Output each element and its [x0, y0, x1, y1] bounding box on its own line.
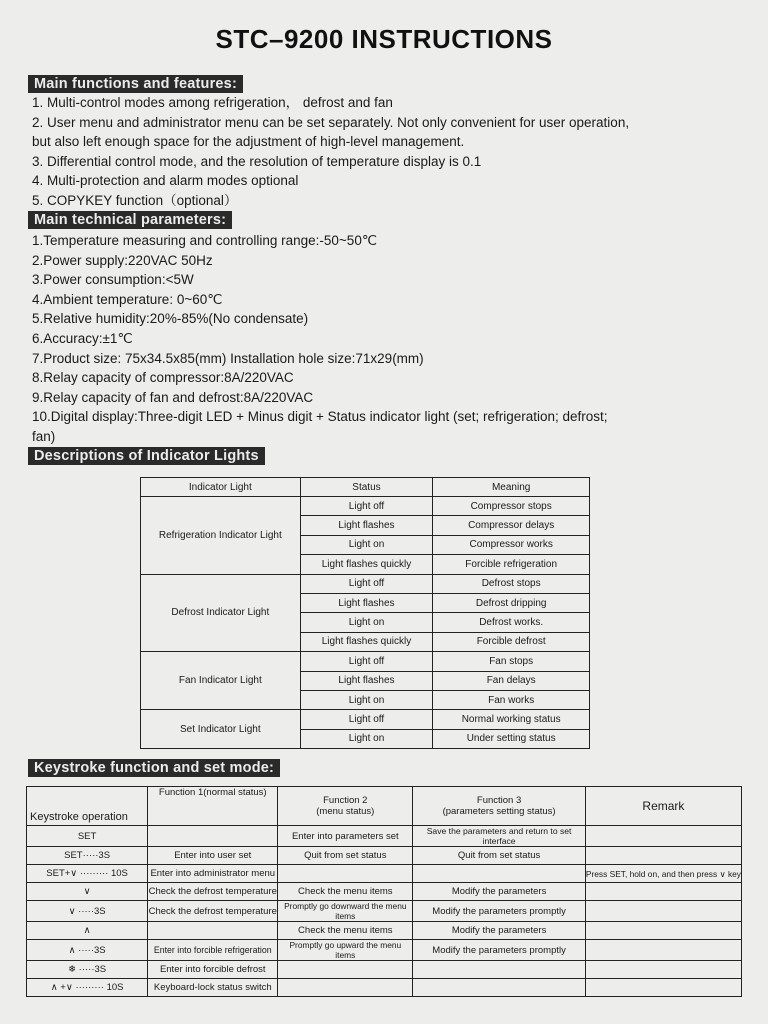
- remark-cell: [585, 961, 741, 979]
- function1-cell: [148, 826, 278, 847]
- list-item: 5.Relative humidity:20%-85%(No condensate): [32, 311, 309, 327]
- list-item: 2. User menu and administrator menu can be set separately. Not only convenient for user operation,: [32, 114, 630, 130]
- document-title: STC–9200 INSTRUCTIONS: [215, 24, 553, 54]
- list-item: but also left enough space for the adjustment of high-level management.: [32, 134, 465, 150]
- main-functions-list: [32, 93, 629, 211]
- function3-cell: Modify the parameters: [413, 883, 586, 901]
- status-cell: Light flashes quickly: [300, 555, 433, 574]
- meaning-cell: Defrost stops: [433, 574, 590, 593]
- function2-cell: Promptly go downward the menu items: [278, 901, 413, 922]
- keystroke-op-cell: ❄ ·····3S: [27, 961, 148, 979]
- table-row: [141, 710, 590, 729]
- indicator-name-cell: Refrigeration Indicator Light: [141, 497, 301, 575]
- remark-cell: [585, 883, 741, 901]
- list-item: 3.Power consumption:<5W: [32, 272, 194, 288]
- column-header-function2: [278, 787, 413, 826]
- remark-cell: Press SET, hold on, and then press ∨ key: [585, 865, 741, 883]
- meaning-cell: Fan works: [433, 690, 590, 709]
- list-item: 6.Accuracy:±1℃: [32, 330, 133, 346]
- function3-cell: [413, 865, 586, 883]
- function1-cell: Enter into forcible defrost: [148, 961, 278, 979]
- meaning-cell: Compressor delays: [433, 516, 590, 535]
- function3-cell: Modify the parameters promptly: [413, 940, 586, 961]
- header-line: (parameters setting status): [442, 806, 556, 817]
- header-line: Function 2: [323, 795, 368, 806]
- meaning-cell: Defrost dripping: [433, 593, 590, 612]
- remark-cell: [585, 847, 741, 865]
- meaning-cell: Normal working status: [433, 710, 590, 729]
- column-header-function3: [413, 787, 586, 826]
- table-row: [27, 901, 742, 922]
- function2-cell: Quit from set status: [278, 847, 413, 865]
- function1-cell: Enter into user set: [148, 847, 278, 865]
- technical-parameters-list: [32, 231, 608, 447]
- section-heading-main-functions: Main functions and features:: [28, 75, 243, 93]
- status-cell: Light off: [300, 652, 433, 671]
- function2-cell: [278, 979, 413, 997]
- remark-cell: [585, 922, 741, 940]
- keystroke-op-cell: SET+∨ ········· 10S: [27, 865, 148, 883]
- indicator-name-cell: Set Indicator Light: [141, 710, 301, 749]
- status-cell: Light on: [300, 690, 433, 709]
- meaning-cell: Forcible refrigeration: [433, 555, 590, 574]
- list-item: fan): [32, 428, 56, 444]
- meaning-cell: Compressor stops: [433, 497, 590, 516]
- keystroke-op-cell: ∨ ·····3S: [27, 901, 148, 922]
- function2-cell: Check the menu items: [278, 922, 413, 940]
- list-item: 4. Multi-protection and alarm modes optional: [32, 173, 299, 189]
- function1-cell: Check the defrost temperature: [148, 883, 278, 901]
- function1-cell: Enter into forcible refrigeration: [148, 940, 278, 961]
- remark-cell: [585, 901, 741, 922]
- table-row: [27, 979, 742, 997]
- table-header-row: [141, 478, 590, 497]
- remark-cell: [585, 826, 741, 847]
- function3-cell: [413, 961, 586, 979]
- table-row: [27, 865, 742, 883]
- keystroke-op-cell: SET: [27, 826, 148, 847]
- function1-cell: Check the defrost temperature: [148, 901, 278, 922]
- status-cell: Light off: [300, 710, 433, 729]
- column-header: Indicator Light: [141, 478, 301, 497]
- function1-cell: Keyboard-lock status switch: [148, 979, 278, 997]
- status-cell: Light on: [300, 613, 433, 632]
- table-row: [141, 497, 590, 516]
- table-header-row: [27, 787, 742, 826]
- function2-cell: Promptly go upward the menu items: [278, 940, 413, 961]
- list-item: 3. Differential control mode, and the resolution of temperature display is 0.1: [32, 153, 482, 169]
- function2-cell: [278, 961, 413, 979]
- status-cell: Light flashes: [300, 671, 433, 690]
- meaning-cell: Fan delays: [433, 671, 590, 690]
- function3-cell: Modify the parameters promptly: [413, 901, 586, 922]
- header-line: (menu status): [316, 806, 375, 817]
- column-header-operation: Keystroke operation: [27, 787, 148, 826]
- function3-cell: Quit from set status: [413, 847, 586, 865]
- table-row: [27, 847, 742, 865]
- function2-cell: Enter into parameters set: [278, 826, 413, 847]
- list-item: 5. COPYKEY function（optional）: [32, 192, 238, 208]
- column-header-function1: Function 1(normal status): [148, 787, 278, 826]
- status-cell: Light on: [300, 535, 433, 554]
- meaning-cell: Under setting status: [433, 729, 590, 748]
- keystroke-op-cell: ∧ +∨ ········· 10S: [27, 979, 148, 997]
- status-cell: Light off: [300, 497, 433, 516]
- table-row: [27, 922, 742, 940]
- table-row: [141, 574, 590, 593]
- indicator-lights-table: [140, 477, 590, 749]
- function3-cell: Save the parameters and return to set interface: [413, 826, 586, 847]
- meaning-cell: Forcible defrost: [433, 632, 590, 651]
- remark-cell: [585, 979, 741, 997]
- table-row: [27, 940, 742, 961]
- status-cell: Light flashes: [300, 593, 433, 612]
- function1-cell: Enter into administrator menu: [148, 865, 278, 883]
- function3-cell: Modify the parameters: [413, 922, 586, 940]
- list-item: 1. Multi-control modes among refrigeration， defrost and fan: [32, 95, 393, 110]
- status-cell: Light flashes quickly: [300, 632, 433, 651]
- column-header-remark: Remark: [585, 787, 741, 826]
- keystroke-op-cell: SET·····3S: [27, 847, 148, 865]
- keystroke-op-cell: ∨: [27, 883, 148, 901]
- section-heading-keystroke: Keystroke function and set mode:: [28, 759, 280, 777]
- list-item: 9.Relay capacity of fan and defrost:8A/220VAC: [32, 389, 314, 405]
- status-cell: Light flashes: [300, 516, 433, 535]
- list-item: 2.Power supply:220VAC 50Hz: [32, 252, 213, 268]
- keystroke-op-cell: ∧ ·····3S: [27, 940, 148, 961]
- list-item: 8.Relay capacity of compressor:8A/220VAC: [32, 370, 294, 386]
- meaning-cell: Defrost works.: [433, 613, 590, 632]
- status-cell: Light on: [300, 729, 433, 748]
- header-line: Function 3: [476, 795, 522, 806]
- status-cell: Light off: [300, 574, 433, 593]
- section-heading-indicator-lights: Descriptions of Indicator Lights: [28, 447, 265, 465]
- indicator-name-cell: Defrost Indicator Light: [141, 574, 301, 652]
- list-item: 7.Product size: 75x34.5x85(mm) Installation hole size:71x29(mm): [32, 350, 424, 366]
- column-header: Status: [300, 478, 433, 497]
- keystroke-op-cell: ∧: [27, 922, 148, 940]
- function2-cell: [278, 865, 413, 883]
- table-row: [141, 652, 590, 671]
- table-row: [27, 883, 742, 901]
- list-item: 1.Temperature measuring and controlling range:-50~50℃: [32, 233, 377, 248]
- meaning-cell: Fan stops: [433, 652, 590, 671]
- column-header: Meaning: [433, 478, 590, 497]
- list-item: 10.Digital display:Three-digit LED + Minus digit + Status indicator light (set; refrigeration; defrost;: [32, 409, 608, 425]
- function1-cell: [148, 922, 278, 940]
- indicator-name-cell: Fan Indicator Light: [141, 652, 301, 710]
- table-row: [27, 826, 742, 847]
- list-item: 4.Ambient temperature: 0~60℃: [32, 291, 223, 307]
- remark-cell: [585, 940, 741, 961]
- keystroke-table: [26, 786, 742, 997]
- table-row: [27, 961, 742, 979]
- function3-cell: [413, 979, 586, 997]
- function2-cell: Check the menu items: [278, 883, 413, 901]
- section-heading-technical-parameters: Main technical parameters:: [28, 211, 232, 229]
- meaning-cell: Compressor works: [433, 535, 590, 554]
